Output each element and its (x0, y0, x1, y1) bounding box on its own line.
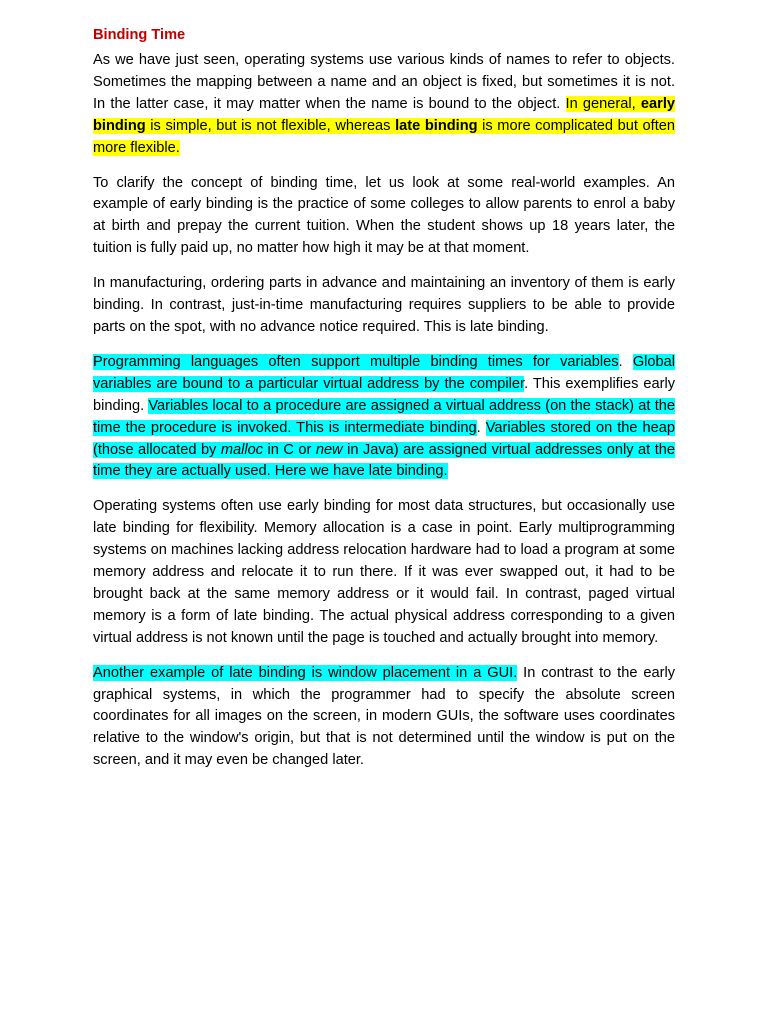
highlight-global-variables: Global variables are bound to a particular virtual address by the compiler (93, 353, 676, 392)
section-heading: Binding Time (93, 27, 186, 43)
heap-text-b: in C or (263, 441, 316, 458)
paragraph-6 (93, 663, 675, 773)
term-new: new (315, 441, 343, 458)
paragraph-5: Operating systems often use early binding for most data structures, but occasionally use late binding for flexibility. Memory allocation is a case in point. Early multiprogramming systems on machines lacking address relocation hardware had to load a program at some memory address and relocate it to run there. If it was ever swapped out, it had to be brought back at the same memory address or it would fail. In contrast, paged virtual memory is a form of late binding. The actual physical address corresponding to a given virtual address is not known until the page is touched and actually brought into memory. (93, 498, 675, 646)
paragraph-1 (93, 50, 675, 160)
paragraph-4-text-3: . (476, 419, 486, 436)
paragraph-2: To clarify the concept of binding time, let us look at some real-world examples. An example of early binding is the practice of some colleges to allow parents to enrol a baby at birth and prepay the current tuition. When the student shows up 18 years later, the tuition is fully paid up, no matter how high it may be at that moment. (93, 174, 675, 257)
highlight-local-variables: Variables local to a procedure are assigned a virtual address (on the stack) at the time the procedure is invoked. This is intermediate binding (93, 397, 675, 436)
term-early-binding: early binding (93, 95, 675, 134)
paragraph-4-text-1: . (618, 353, 633, 370)
paragraph-4-text-2: . This exemplifies early binding. (93, 375, 676, 414)
highlight-binding-times: Programming languages often support multiple binding times for variables (93, 353, 619, 370)
paragraph-4 (93, 352, 675, 483)
paragraph-6-text: In contrast to the early graphical systems, in which the programmer had to specify the absolute screen coordinates for all images on the screen, in modern GUIs, the software uses coordinates relative to the window's origin, but that is not determined until the window is put on the screen, and it may even be changed later. (93, 664, 675, 769)
heap-text-a: Variables stored on the heap (those allocated by (93, 419, 676, 458)
paragraph-3: In manufacturing, ordering parts in advance and maintaining an inventory of them is early binding. In contrast, just-in-time manufacturing requires suppliers to be able to provide parts on the spot, with no advance notice required. This is late binding. (93, 275, 675, 335)
highlight-text-d: is more complicated but often more flexible. (93, 117, 675, 156)
document-page (93, 26, 675, 785)
heap-text-c: in Java) are assigned virtual addresses only at the time they are actually used. Here we have late binding. (93, 441, 675, 480)
highlight-text-c: is simple, but is not flexible, whereas (145, 117, 396, 134)
paragraph-1-text: As we have just seen, operating systems use various kinds of names to refer to objects. Sometimes the mapping between a name and an object is fixed, but sometimes it is not. In the latter case, it may matter when the name is bound to the object. (93, 52, 675, 112)
highlight-window-placement: Another example of late binding is window placement in a GUI. (93, 664, 518, 681)
term-late-binding: late binding (395, 117, 478, 134)
highlight-text-a: In general, (565, 95, 641, 112)
term-malloc: malloc (220, 441, 264, 458)
